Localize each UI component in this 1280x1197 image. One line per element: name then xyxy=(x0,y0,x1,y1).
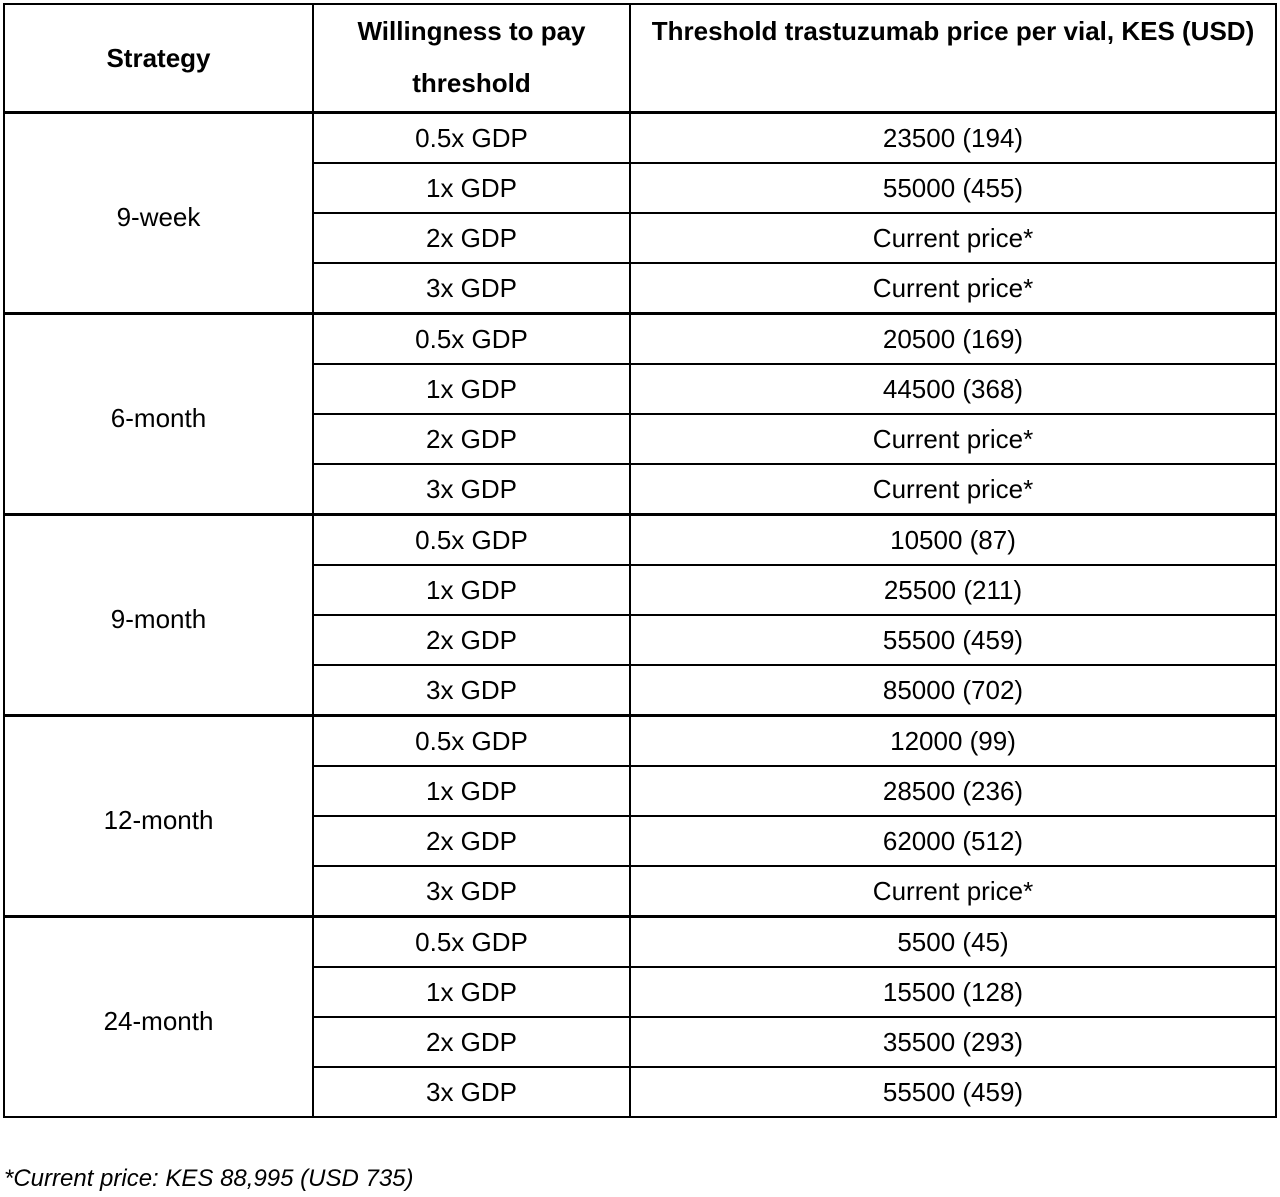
threshold-price-cell: 25500 (211) xyxy=(630,565,1276,615)
threshold-price-cell: 15500 (128) xyxy=(630,967,1276,1017)
threshold-price-table xyxy=(3,3,1277,1118)
threshold-price-cell: 44500 (368) xyxy=(630,364,1276,414)
threshold-price-cell: 55500 (459) xyxy=(630,1067,1276,1117)
wtp-threshold-cell: 1x GDP xyxy=(313,766,630,816)
threshold-price-cell: 85000 (702) xyxy=(630,665,1276,716)
strategy-cell: 6-month xyxy=(4,314,313,515)
table-body xyxy=(4,113,1276,1118)
threshold-price-cell: Current price* xyxy=(630,213,1276,263)
threshold-price-cell: 62000 (512) xyxy=(630,816,1276,866)
threshold-price-cell: Current price* xyxy=(630,464,1276,515)
threshold-price-cell: 20500 (169) xyxy=(630,314,1276,365)
wtp-threshold-cell: 3x GDP xyxy=(313,263,630,314)
threshold-price-cell: 28500 (236) xyxy=(630,766,1276,816)
header-strategy: Strategy xyxy=(4,4,313,113)
strategy-cell: 24-month xyxy=(4,917,313,1118)
wtp-threshold-cell: 3x GDP xyxy=(313,464,630,515)
wtp-threshold-cell: 0.5x GDP xyxy=(313,515,630,566)
table-row xyxy=(4,314,1276,365)
wtp-threshold-cell: 2x GDP xyxy=(313,213,630,263)
table-row xyxy=(4,113,1276,164)
threshold-price-cell: 55500 (459) xyxy=(630,615,1276,665)
threshold-price-cell: 35500 (293) xyxy=(630,1017,1276,1067)
wtp-threshold-cell: 1x GDP xyxy=(313,967,630,1017)
wtp-threshold-cell: 2x GDP xyxy=(313,414,630,464)
footnote: *Current price: KES 88,995 (USD 735) xyxy=(4,1165,414,1192)
wtp-threshold-cell: 2x GDP xyxy=(313,816,630,866)
wtp-threshold-cell: 0.5x GDP xyxy=(313,917,630,968)
header-willingness-to-pay: Willingness to pay threshold xyxy=(313,4,630,113)
wtp-threshold-cell: 0.5x GDP xyxy=(313,314,630,365)
header-threshold-price: Threshold trastuzumab price per vial, KES (USD) xyxy=(630,4,1276,113)
table-row xyxy=(4,917,1276,968)
threshold-price-cell: Current price* xyxy=(630,866,1276,917)
table-row xyxy=(4,716,1276,767)
header-row xyxy=(4,4,1276,113)
wtp-threshold-cell: 2x GDP xyxy=(313,615,630,665)
threshold-price-cell: 23500 (194) xyxy=(630,113,1276,164)
wtp-threshold-cell: 3x GDP xyxy=(313,665,630,716)
table-row xyxy=(4,515,1276,566)
wtp-threshold-cell: 1x GDP xyxy=(313,364,630,414)
wtp-threshold-cell: 3x GDP xyxy=(313,1067,630,1117)
threshold-price-cell: 55000 (455) xyxy=(630,163,1276,213)
threshold-price-cell: Current price* xyxy=(630,414,1276,464)
wtp-threshold-cell: 1x GDP xyxy=(313,163,630,213)
threshold-price-cell: 12000 (99) xyxy=(630,716,1276,767)
threshold-price-cell: Current price* xyxy=(630,263,1276,314)
wtp-threshold-cell: 0.5x GDP xyxy=(313,716,630,767)
strategy-cell: 12-month xyxy=(4,716,313,917)
strategy-cell: 9-week xyxy=(4,113,313,314)
wtp-threshold-cell: 2x GDP xyxy=(313,1017,630,1067)
wtp-threshold-cell: 3x GDP xyxy=(313,866,630,917)
strategy-cell: 9-month xyxy=(4,515,313,716)
wtp-threshold-cell: 1x GDP xyxy=(313,565,630,615)
threshold-price-cell: 10500 (87) xyxy=(630,515,1276,566)
threshold-price-cell: 5500 (45) xyxy=(630,917,1276,968)
wtp-threshold-cell: 0.5x GDP xyxy=(313,113,630,164)
